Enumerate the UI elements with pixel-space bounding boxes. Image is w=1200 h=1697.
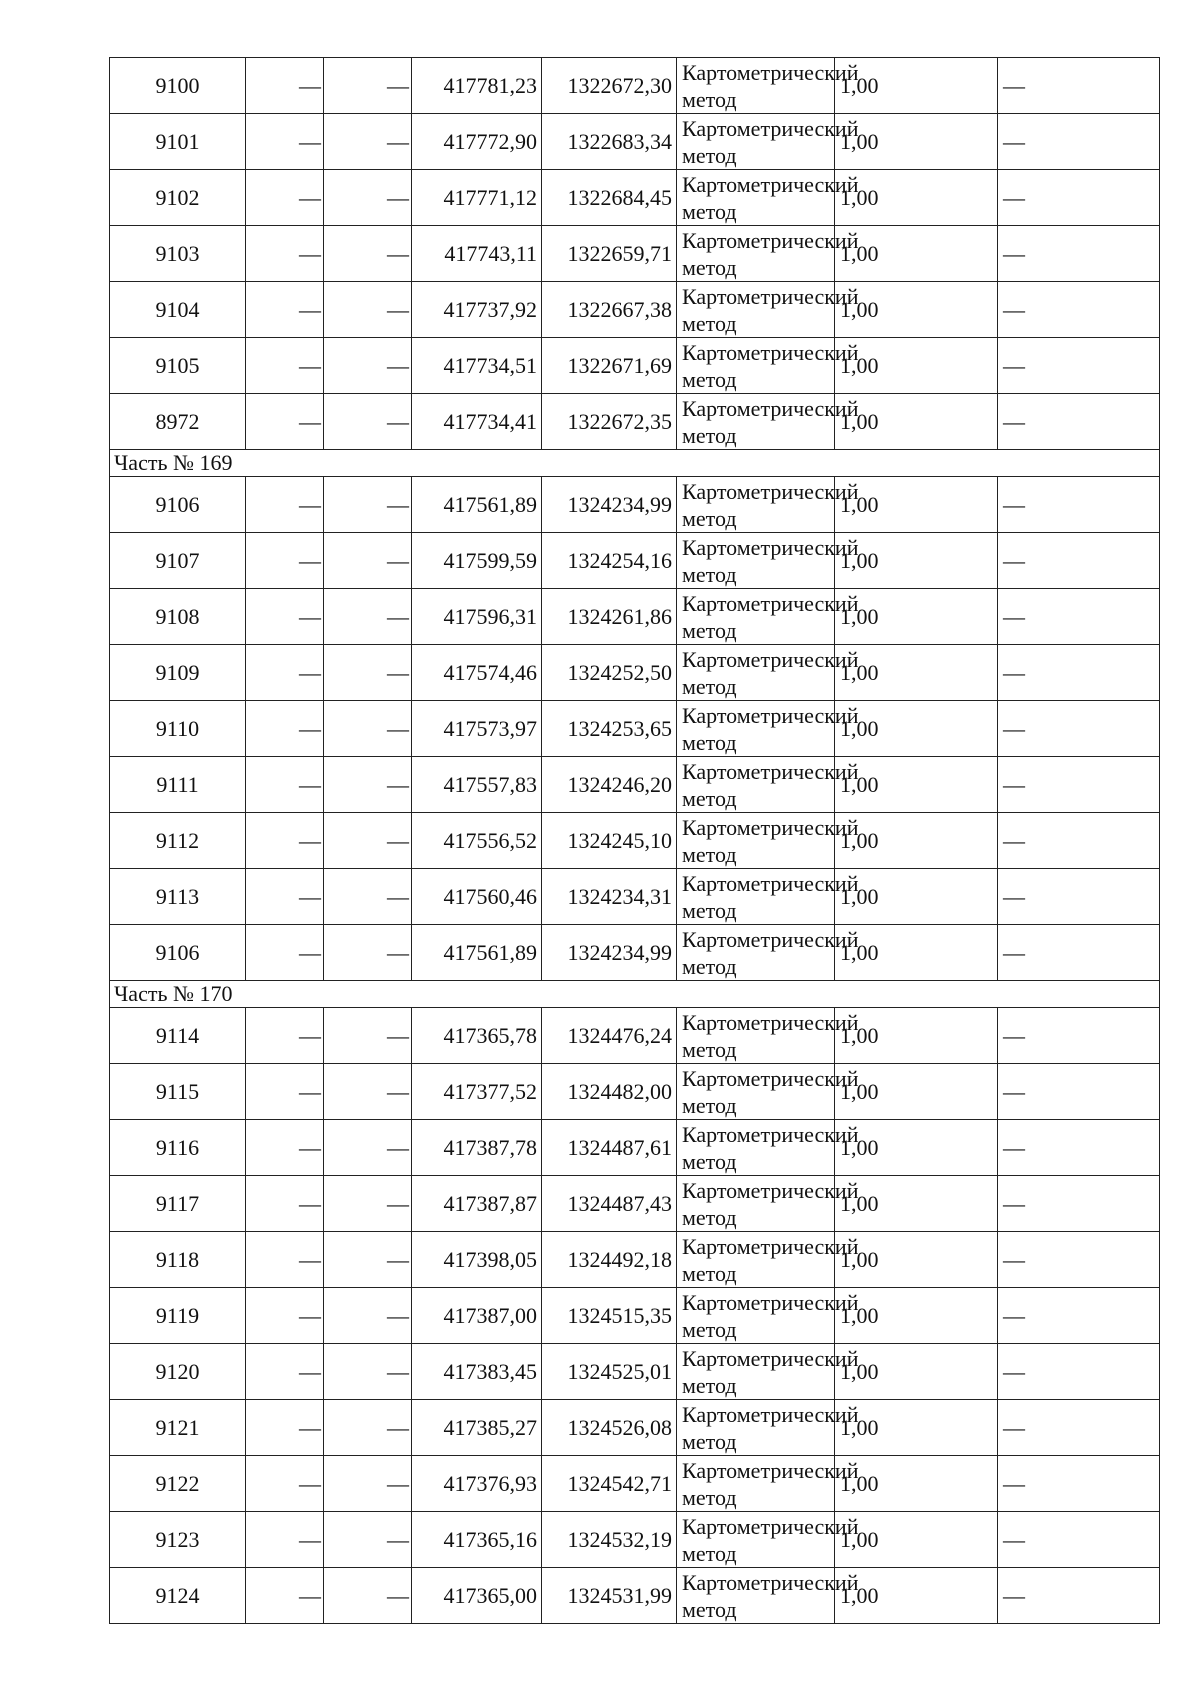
accuracy-cell: 1,00	[835, 813, 998, 869]
coordinate-x: 417383,45	[412, 1344, 542, 1400]
method-cell: Картометрический метод	[677, 701, 835, 757]
empty-cell: —	[246, 813, 324, 869]
empty-cell: —	[998, 226, 1160, 282]
empty-cell: —	[246, 1400, 324, 1456]
empty-cell: —	[324, 925, 412, 981]
point-number: 9102	[110, 170, 246, 226]
empty-cell: —	[998, 1064, 1160, 1120]
coordinate-x: 417596,31	[412, 589, 542, 645]
empty-cell: —	[998, 338, 1160, 394]
accuracy-cell: 1,00	[835, 1008, 998, 1064]
empty-cell: —	[324, 338, 412, 394]
coordinate-x: 417734,41	[412, 394, 542, 450]
point-number: 9106	[110, 925, 246, 981]
coordinate-y: 1322683,34	[542, 114, 677, 170]
coordinate-x: 417560,46	[412, 869, 542, 925]
empty-cell: —	[324, 1232, 412, 1288]
point-number: 9112	[110, 813, 246, 869]
part-header-row	[110, 450, 1160, 477]
coordinate-x: 417734,51	[412, 338, 542, 394]
coordinate-y: 1324492,18	[542, 1232, 677, 1288]
accuracy-cell: 1,00	[835, 226, 998, 282]
coordinate-x: 417376,93	[412, 1456, 542, 1512]
empty-cell: —	[324, 757, 412, 813]
coordinate-x: 417781,23	[412, 58, 542, 114]
empty-cell: —	[324, 1288, 412, 1344]
table-row	[110, 1176, 1160, 1232]
coordinate-x: 417387,87	[412, 1176, 542, 1232]
empty-cell: —	[324, 1344, 412, 1400]
coordinate-x: 417385,27	[412, 1400, 542, 1456]
empty-cell: —	[246, 1232, 324, 1288]
empty-cell: —	[998, 1568, 1160, 1624]
empty-cell: —	[246, 589, 324, 645]
coordinate-x: 417561,89	[412, 925, 542, 981]
point-number: 9116	[110, 1120, 246, 1176]
coordinate-x: 417365,16	[412, 1512, 542, 1568]
point-number: 8972	[110, 394, 246, 450]
table-body	[110, 58, 1160, 1624]
accuracy-cell: 1,00	[835, 1064, 998, 1120]
empty-cell: —	[998, 477, 1160, 533]
table-row	[110, 282, 1160, 338]
coordinate-y: 1324234,99	[542, 477, 677, 533]
empty-cell: —	[324, 701, 412, 757]
accuracy-cell: 1,00	[835, 1456, 998, 1512]
accuracy-cell: 1,00	[835, 1120, 998, 1176]
empty-cell: —	[998, 170, 1160, 226]
accuracy-cell: 1,00	[835, 1176, 998, 1232]
empty-cell: —	[246, 1176, 324, 1232]
point-number: 9109	[110, 645, 246, 701]
accuracy-cell: 1,00	[835, 282, 998, 338]
coordinate-y: 1324526,08	[542, 1400, 677, 1456]
table-row	[110, 1064, 1160, 1120]
empty-cell: —	[998, 58, 1160, 114]
table-row	[110, 925, 1160, 981]
coordinate-y: 1324531,99	[542, 1568, 677, 1624]
table-row	[110, 589, 1160, 645]
empty-cell: —	[324, 1568, 412, 1624]
table-row	[110, 477, 1160, 533]
empty-cell: —	[324, 477, 412, 533]
empty-cell: —	[998, 533, 1160, 589]
coordinate-y: 1324246,20	[542, 757, 677, 813]
coordinate-y: 1324253,65	[542, 701, 677, 757]
accuracy-cell: 1,00	[835, 645, 998, 701]
empty-cell: —	[324, 1008, 412, 1064]
accuracy-cell: 1,00	[835, 338, 998, 394]
empty-cell: —	[324, 645, 412, 701]
empty-cell: —	[998, 1176, 1160, 1232]
method-cell: Картометрический метод	[677, 1512, 835, 1568]
empty-cell: —	[998, 813, 1160, 869]
empty-cell: —	[246, 757, 324, 813]
point-number: 9111	[110, 757, 246, 813]
empty-cell: —	[246, 1288, 324, 1344]
empty-cell: —	[324, 1456, 412, 1512]
accuracy-cell: 1,00	[835, 533, 998, 589]
empty-cell: —	[246, 1008, 324, 1064]
coordinate-y: 1324525,01	[542, 1344, 677, 1400]
coordinate-y: 1322672,30	[542, 58, 677, 114]
accuracy-cell: 1,00	[835, 1232, 998, 1288]
coordinate-x: 417557,83	[412, 757, 542, 813]
empty-cell: —	[324, 1176, 412, 1232]
table-row	[110, 813, 1160, 869]
table-row	[110, 701, 1160, 757]
table-row	[110, 757, 1160, 813]
method-cell: Картометрический метод	[677, 58, 835, 114]
empty-cell: —	[998, 282, 1160, 338]
accuracy-cell: 1,00	[835, 170, 998, 226]
empty-cell: —	[246, 338, 324, 394]
point-number: 9118	[110, 1232, 246, 1288]
point-number: 9123	[110, 1512, 246, 1568]
empty-cell: —	[246, 1344, 324, 1400]
empty-cell: —	[998, 1120, 1160, 1176]
coordinate-x: 417561,89	[412, 477, 542, 533]
accuracy-cell: 1,00	[835, 869, 998, 925]
empty-cell: —	[324, 589, 412, 645]
empty-cell: —	[246, 394, 324, 450]
table-row	[110, 114, 1160, 170]
coordinate-y: 1324515,35	[542, 1288, 677, 1344]
method-cell: Картометрический метод	[677, 813, 835, 869]
table-row	[110, 1008, 1160, 1064]
accuracy-cell: 1,00	[835, 701, 998, 757]
empty-cell: —	[998, 114, 1160, 170]
coordinate-y: 1324487,43	[542, 1176, 677, 1232]
empty-cell: —	[246, 869, 324, 925]
part-label: Часть № 170	[110, 981, 1160, 1008]
coordinate-y: 1322672,35	[542, 394, 677, 450]
table-row	[110, 226, 1160, 282]
accuracy-cell: 1,00	[835, 58, 998, 114]
table-row	[110, 1232, 1160, 1288]
point-number: 9106	[110, 477, 246, 533]
method-cell: Картометрический метод	[677, 1400, 835, 1456]
method-cell: Картометрический метод	[677, 589, 835, 645]
coordinates-sheet	[109, 57, 1159, 1624]
coordinate-x: 417365,78	[412, 1008, 542, 1064]
point-number: 9122	[110, 1456, 246, 1512]
coordinate-y: 1322667,38	[542, 282, 677, 338]
coordinate-y: 1324542,71	[542, 1456, 677, 1512]
point-number: 9117	[110, 1176, 246, 1232]
method-cell: Картометрический метод	[677, 1344, 835, 1400]
coordinate-y: 1324476,24	[542, 1008, 677, 1064]
coordinates-table	[109, 57, 1160, 1624]
point-number: 9114	[110, 1008, 246, 1064]
coordinate-y: 1324261,86	[542, 589, 677, 645]
empty-cell: —	[324, 813, 412, 869]
empty-cell: —	[324, 226, 412, 282]
table-row	[110, 1456, 1160, 1512]
point-number: 9121	[110, 1400, 246, 1456]
empty-cell: —	[998, 1512, 1160, 1568]
coordinate-x: 417365,00	[412, 1568, 542, 1624]
accuracy-cell: 1,00	[835, 477, 998, 533]
accuracy-cell: 1,00	[835, 394, 998, 450]
coordinate-x: 417377,52	[412, 1064, 542, 1120]
method-cell: Картометрический метод	[677, 1008, 835, 1064]
empty-cell: —	[246, 170, 324, 226]
coordinate-x: 417387,00	[412, 1288, 542, 1344]
method-cell: Картометрический метод	[677, 226, 835, 282]
empty-cell: —	[998, 394, 1160, 450]
empty-cell: —	[998, 645, 1160, 701]
method-cell: Картометрический метод	[677, 757, 835, 813]
table-row	[110, 1400, 1160, 1456]
table-row	[110, 1512, 1160, 1568]
empty-cell: —	[998, 1232, 1160, 1288]
coordinate-x: 417772,90	[412, 114, 542, 170]
method-cell: Картометрический метод	[677, 1120, 835, 1176]
coordinate-y: 1324245,10	[542, 813, 677, 869]
accuracy-cell: 1,00	[835, 1512, 998, 1568]
point-number: 9104	[110, 282, 246, 338]
point-number: 9105	[110, 338, 246, 394]
accuracy-cell: 1,00	[835, 1288, 998, 1344]
method-cell: Картометрический метод	[677, 1456, 835, 1512]
coordinate-y: 1324234,99	[542, 925, 677, 981]
table-row	[110, 1568, 1160, 1624]
empty-cell: —	[246, 1512, 324, 1568]
accuracy-cell: 1,00	[835, 589, 998, 645]
empty-cell: —	[324, 170, 412, 226]
coordinate-y: 1324482,00	[542, 1064, 677, 1120]
empty-cell: —	[246, 282, 324, 338]
point-number: 9110	[110, 701, 246, 757]
table-row	[110, 394, 1160, 450]
accuracy-cell: 1,00	[835, 114, 998, 170]
empty-cell: —	[246, 226, 324, 282]
method-cell: Картометрический метод	[677, 477, 835, 533]
accuracy-cell: 1,00	[835, 925, 998, 981]
coordinate-x: 417574,46	[412, 645, 542, 701]
accuracy-cell: 1,00	[835, 1344, 998, 1400]
point-number: 9113	[110, 869, 246, 925]
table-row	[110, 170, 1160, 226]
empty-cell: —	[998, 1456, 1160, 1512]
coordinate-y: 1322684,45	[542, 170, 677, 226]
empty-cell: —	[246, 701, 324, 757]
empty-cell: —	[998, 1008, 1160, 1064]
point-number: 9100	[110, 58, 246, 114]
empty-cell: —	[998, 869, 1160, 925]
method-cell: Картометрический метод	[677, 925, 835, 981]
method-cell: Картометрический метод	[677, 869, 835, 925]
coordinate-x: 417573,97	[412, 701, 542, 757]
coordinate-y: 1324234,31	[542, 869, 677, 925]
empty-cell: —	[998, 1288, 1160, 1344]
coordinate-y: 1324487,61	[542, 1120, 677, 1176]
empty-cell: —	[246, 114, 324, 170]
method-cell: Картометрический метод	[677, 170, 835, 226]
empty-cell: —	[246, 1064, 324, 1120]
empty-cell: —	[246, 645, 324, 701]
empty-cell: —	[998, 925, 1160, 981]
method-cell: Картометрический метод	[677, 394, 835, 450]
coordinate-y: 1324254,16	[542, 533, 677, 589]
empty-cell: —	[246, 925, 324, 981]
accuracy-cell: 1,00	[835, 1568, 998, 1624]
coordinate-x: 417743,11	[412, 226, 542, 282]
coordinate-y: 1324252,50	[542, 645, 677, 701]
part-header-row	[110, 981, 1160, 1008]
coordinate-x: 417387,78	[412, 1120, 542, 1176]
table-row	[110, 533, 1160, 589]
accuracy-cell: 1,00	[835, 757, 998, 813]
empty-cell: —	[324, 58, 412, 114]
empty-cell: —	[324, 1064, 412, 1120]
point-number: 9115	[110, 1064, 246, 1120]
empty-cell: —	[998, 1400, 1160, 1456]
point-number: 9107	[110, 533, 246, 589]
part-label: Часть № 169	[110, 450, 1160, 477]
method-cell: Картометрический метод	[677, 533, 835, 589]
empty-cell: —	[324, 869, 412, 925]
empty-cell: —	[246, 1456, 324, 1512]
method-cell: Картометрический метод	[677, 338, 835, 394]
method-cell: Картометрический метод	[677, 1568, 835, 1624]
empty-cell: —	[324, 114, 412, 170]
empty-cell: —	[324, 1512, 412, 1568]
point-number: 9120	[110, 1344, 246, 1400]
empty-cell: —	[324, 1400, 412, 1456]
method-cell: Картометрический метод	[677, 1176, 835, 1232]
empty-cell: —	[998, 701, 1160, 757]
empty-cell: —	[246, 58, 324, 114]
coordinate-x: 417556,52	[412, 813, 542, 869]
coordinate-x: 417398,05	[412, 1232, 542, 1288]
empty-cell: —	[246, 1568, 324, 1624]
coordinate-y: 1322659,71	[542, 226, 677, 282]
table-row	[110, 58, 1160, 114]
method-cell: Картометрический метод	[677, 1288, 835, 1344]
empty-cell: —	[246, 1120, 324, 1176]
point-number: 9103	[110, 226, 246, 282]
point-number: 9119	[110, 1288, 246, 1344]
method-cell: Картометрический метод	[677, 282, 835, 338]
method-cell: Картометрический метод	[677, 645, 835, 701]
point-number: 9124	[110, 1568, 246, 1624]
empty-cell: —	[998, 1344, 1160, 1400]
empty-cell: —	[324, 394, 412, 450]
method-cell: Картометрический метод	[677, 1232, 835, 1288]
coordinate-x: 417737,92	[412, 282, 542, 338]
empty-cell: —	[246, 533, 324, 589]
table-row	[110, 1120, 1160, 1176]
empty-cell: —	[324, 282, 412, 338]
table-row	[110, 1344, 1160, 1400]
table-row	[110, 645, 1160, 701]
coordinate-y: 1324532,19	[542, 1512, 677, 1568]
empty-cell: —	[324, 1120, 412, 1176]
empty-cell: —	[246, 477, 324, 533]
empty-cell: —	[998, 757, 1160, 813]
method-cell: Картометрический метод	[677, 114, 835, 170]
point-number: 9101	[110, 114, 246, 170]
empty-cell: —	[324, 533, 412, 589]
table-row	[110, 869, 1160, 925]
coordinate-x: 417599,59	[412, 533, 542, 589]
empty-cell: —	[998, 589, 1160, 645]
coordinate-y: 1322671,69	[542, 338, 677, 394]
point-number: 9108	[110, 589, 246, 645]
method-cell: Картометрический метод	[677, 1064, 835, 1120]
accuracy-cell: 1,00	[835, 1400, 998, 1456]
coordinate-x: 417771,12	[412, 170, 542, 226]
table-row	[110, 338, 1160, 394]
table-row	[110, 1288, 1160, 1344]
